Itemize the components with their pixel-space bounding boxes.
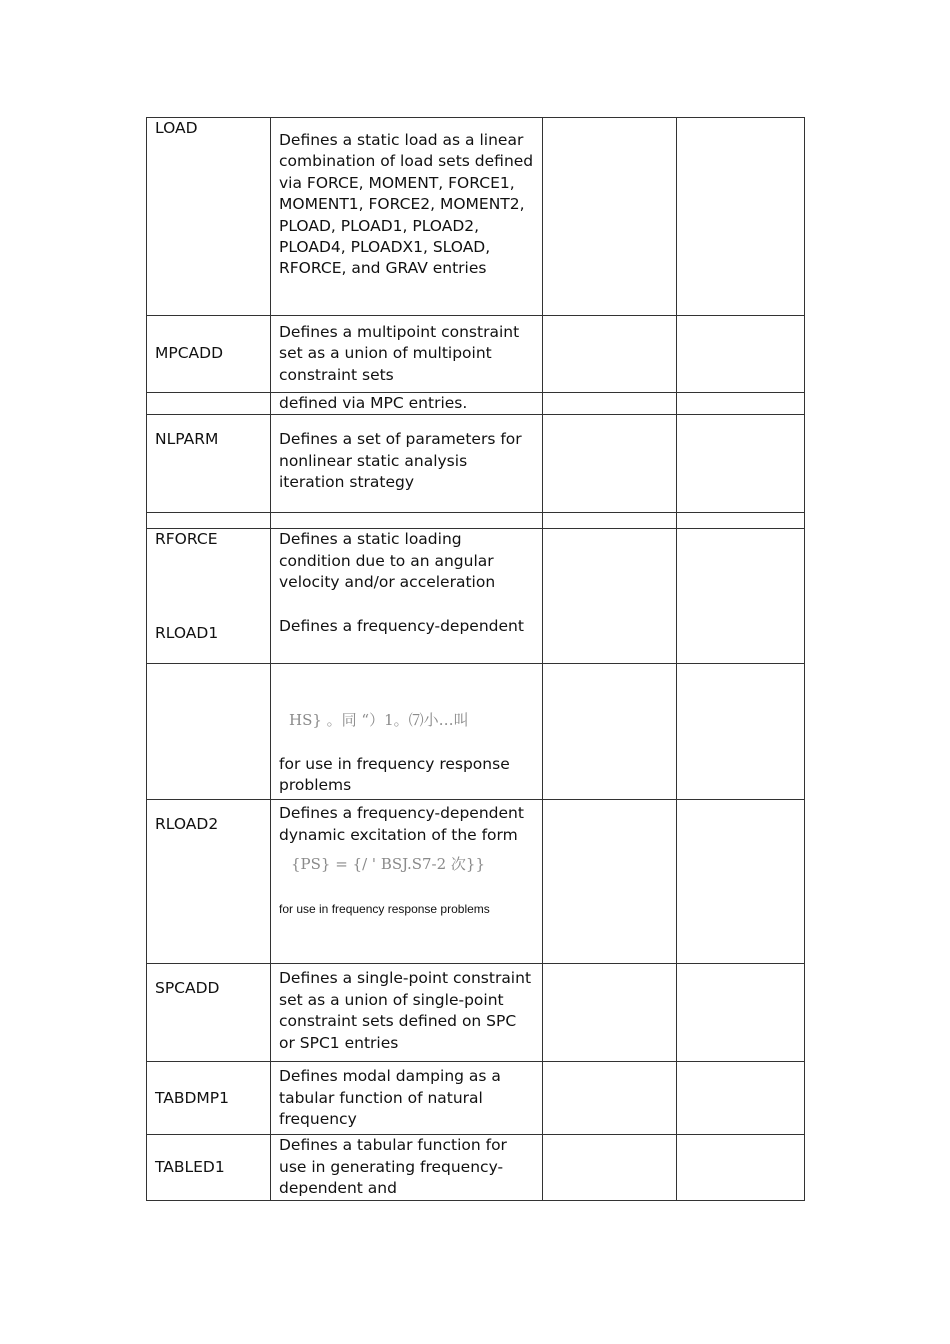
empty-cell [677,415,805,513]
empty-cell [543,664,677,800]
empty-cell [147,664,271,800]
table-row [147,393,805,415]
table-row [147,1135,805,1200]
empty-cell [543,1062,677,1135]
entry-name-rload1: RLOAD1 [155,623,219,642]
entry-description: Defines modal damping as a tabular function of natural frequency [271,1062,543,1135]
entry-name: RLOAD2 [147,800,271,964]
entry-description: defined via MPC entries. [271,393,543,415]
entry-description: Defines a frequency-dependent dynamic excitation of the form {PS} = {/ ' BSJ.S7-2 次}} for use in frequency response problems [271,800,543,964]
table-row [147,415,805,513]
empty-cell [677,1135,805,1200]
table-row [147,513,805,529]
entries-table [146,117,805,1201]
entry-description: Defines a single-point constraint set as a union of single-point constraint sets defined on SPC or SPC1 entries [271,964,543,1062]
empty-cell [543,529,677,664]
entry-description: Defines a static load as a linear combination of load sets defined via FORCE, MOMENT, FORCE1, MOMENT1, FORCE2, MOMENT2, PLOAD, PLOAD1, PLOAD2, PLOAD4, PLOADX1, SLOAD, RFORCE, and GRAV entries [271,118,543,316]
empty-cell [543,316,677,393]
empty-cell [271,513,543,529]
empty-cell [677,118,805,316]
empty-cell [543,964,677,1062]
empty-cell [677,1062,805,1135]
table-row [147,529,805,664]
garbled-formula: HS} 。同 “）1。⑺小…叫 [289,711,469,730]
entry-name: MPCADD [147,316,271,393]
entry-name: TABDMP1 [147,1062,271,1135]
empty-cell [677,964,805,1062]
note: for use in frequency response problems [279,901,490,916]
table-row [147,1062,805,1135]
entry-name: LOAD [147,118,271,316]
entry-name-rforce: RFORCE [155,530,218,549]
empty-cell [677,393,805,415]
empty-cell [543,393,677,415]
formula: {PS} = {/ ' BSJ.S7-2 次}} [291,855,486,874]
table-row [147,664,805,800]
empty-cell [677,529,805,664]
empty-cell [543,1135,677,1200]
empty-cell [677,800,805,964]
empty-cell [543,118,677,316]
entry-description: Defines a multipoint constraint set as a union of multipoint constraint sets [271,316,543,393]
empty-cell [677,316,805,393]
entry-description: Defines a set of parameters for nonlinear static analysis iteration strategy [271,415,543,513]
empty-cell [147,513,271,529]
empty-cell [543,415,677,513]
entry-description: Defines a tabular function for use in generating frequency-dependent and [271,1135,543,1200]
entry-name [147,529,271,664]
entry-name: NLPARM [147,415,271,513]
empty-cell [677,664,805,800]
entry-description: HS} 。同 “）1。⑺小…叫 for use in frequency response problems [271,664,543,800]
entry-name [147,393,271,415]
table-row [147,316,805,393]
entry-name: TABLED1 [147,1135,271,1200]
entry-description: Defines a static loading condition due to an angular velocity and/or acceleration Defines a frequency-dependent [271,529,543,664]
empty-cell [677,513,805,529]
entry-name: SPCADD [147,964,271,1062]
empty-cell [543,513,677,529]
table-row [147,964,805,1062]
table-row [147,118,805,316]
empty-cell [543,800,677,964]
table-row [147,800,805,964]
